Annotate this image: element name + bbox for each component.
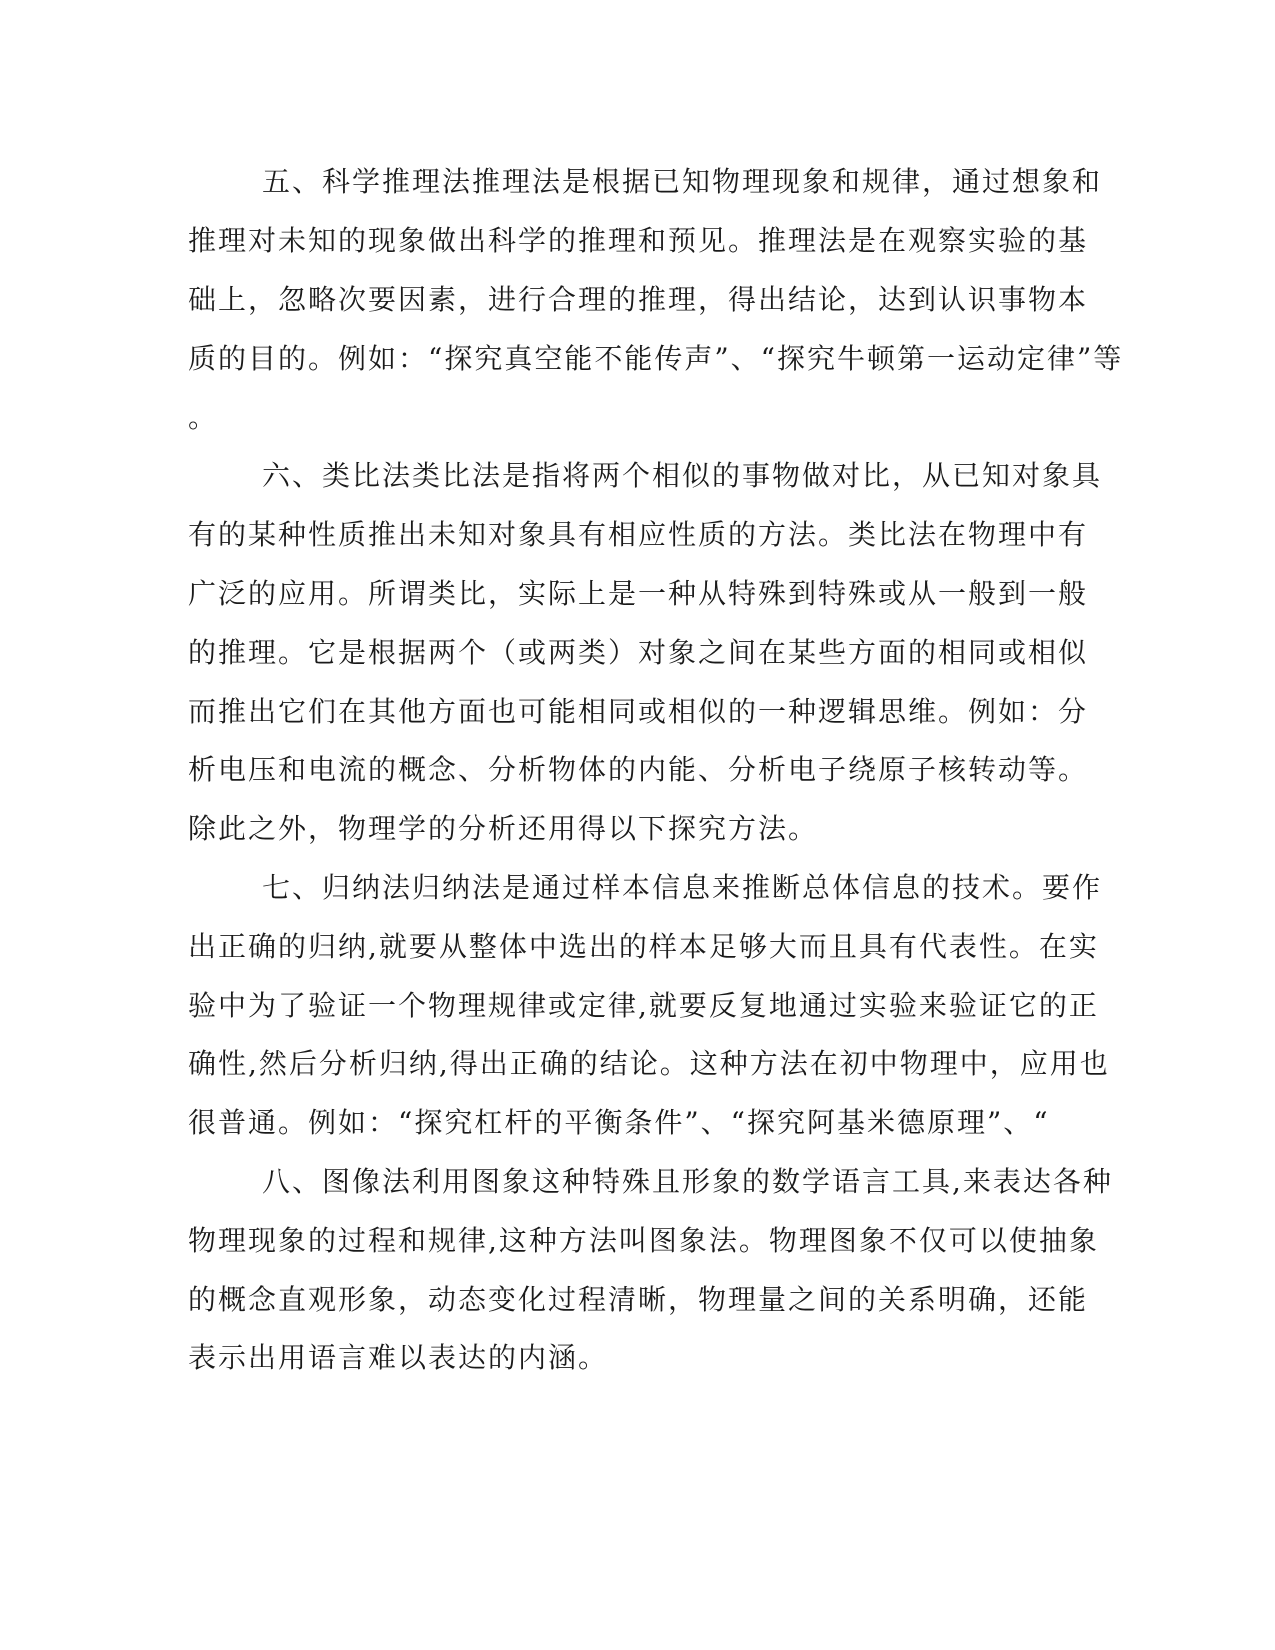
paragraph-3-line-1: 七、归纳法归纳法是通过样本信息来推断总体信息的技术。要作	[262, 871, 1103, 904]
paragraph-2-line-3: 广泛的应用。所谓类比，实际上是一种从特殊到特殊或从一般到一般	[188, 577, 1089, 610]
paragraph-1-line-3: 础上，忽略次要因素，进行合理的推理，得出结论，达到认识事物本	[188, 283, 1089, 316]
paragraph-1-line-4: 质的目的。例如：“探究真空能不能传声”、“探究牛顿第一运动定律”等	[188, 342, 1124, 375]
paragraph-4-line-3: 的概念直观形象，动态变化过程清晰，物理量之间的关系明确，还能	[188, 1283, 1089, 1316]
paragraph-3-line-3: 验中为了验证一个物理规律或定律,就要反复地通过实验来验证它的正	[188, 989, 1099, 1022]
paragraph-2-line-6: 析电压和电流的概念、分析物体的内能、分析电子绕原子核转动等。	[188, 753, 1089, 786]
paragraph-4-line-1: 八、图像法利用图象这种特殊且形象的数学语言工具,来表达各种	[262, 1165, 1113, 1198]
paragraph-3-line-2: 出正确的归纳,就要从整体中选出的样本足够大而且具有代表性。在实	[188, 930, 1099, 963]
paragraph-3-line-4: 确性,然后分析归纳,得出正确的结论。这种方法在初中物理中，应用也	[188, 1047, 1110, 1080]
paragraph-1-line-5: 。	[188, 401, 219, 434]
paragraph-2-line-4: 的推理。它是根据两个（或两类）对象之间在某些方面的相同或相似	[188, 636, 1089, 669]
paragraph-2-line-7: 除此之外，物理学的分析还用得以下探究方法。	[188, 812, 819, 845]
paragraph-2-line-2: 有的某种性质推出未知对象具有相应性质的方法。类比法在物理中有	[188, 518, 1089, 551]
paragraph-3-line-5: 很普通。例如：“探究杠杆的平衡条件”、“探究阿基米德原理”、“	[188, 1106, 1050, 1139]
paragraph-2-line-1: 六、类比法类比法是指将两个相似的事物做对比，从已知对象具	[262, 459, 1103, 492]
paragraph-1-line-1: 五、科学推理法推理法是根据已知物理现象和规律，通过想象和	[262, 165, 1103, 198]
paragraph-2-line-5: 而推出它们在其他方面也可能相同或相似的一种逻辑思维。例如：分	[188, 695, 1089, 728]
paragraph-4-line-4: 表示出用语言难以表达的内涵。	[188, 1341, 609, 1374]
paragraph-1-line-2: 推理对未知的现象做出科学的推理和预见。推理法是在观察实验的基	[188, 224, 1089, 257]
paragraph-4-line-2: 物理现象的过程和规律,这种方法叫图象法。物理图象不仅可以使抽象	[188, 1224, 1099, 1257]
